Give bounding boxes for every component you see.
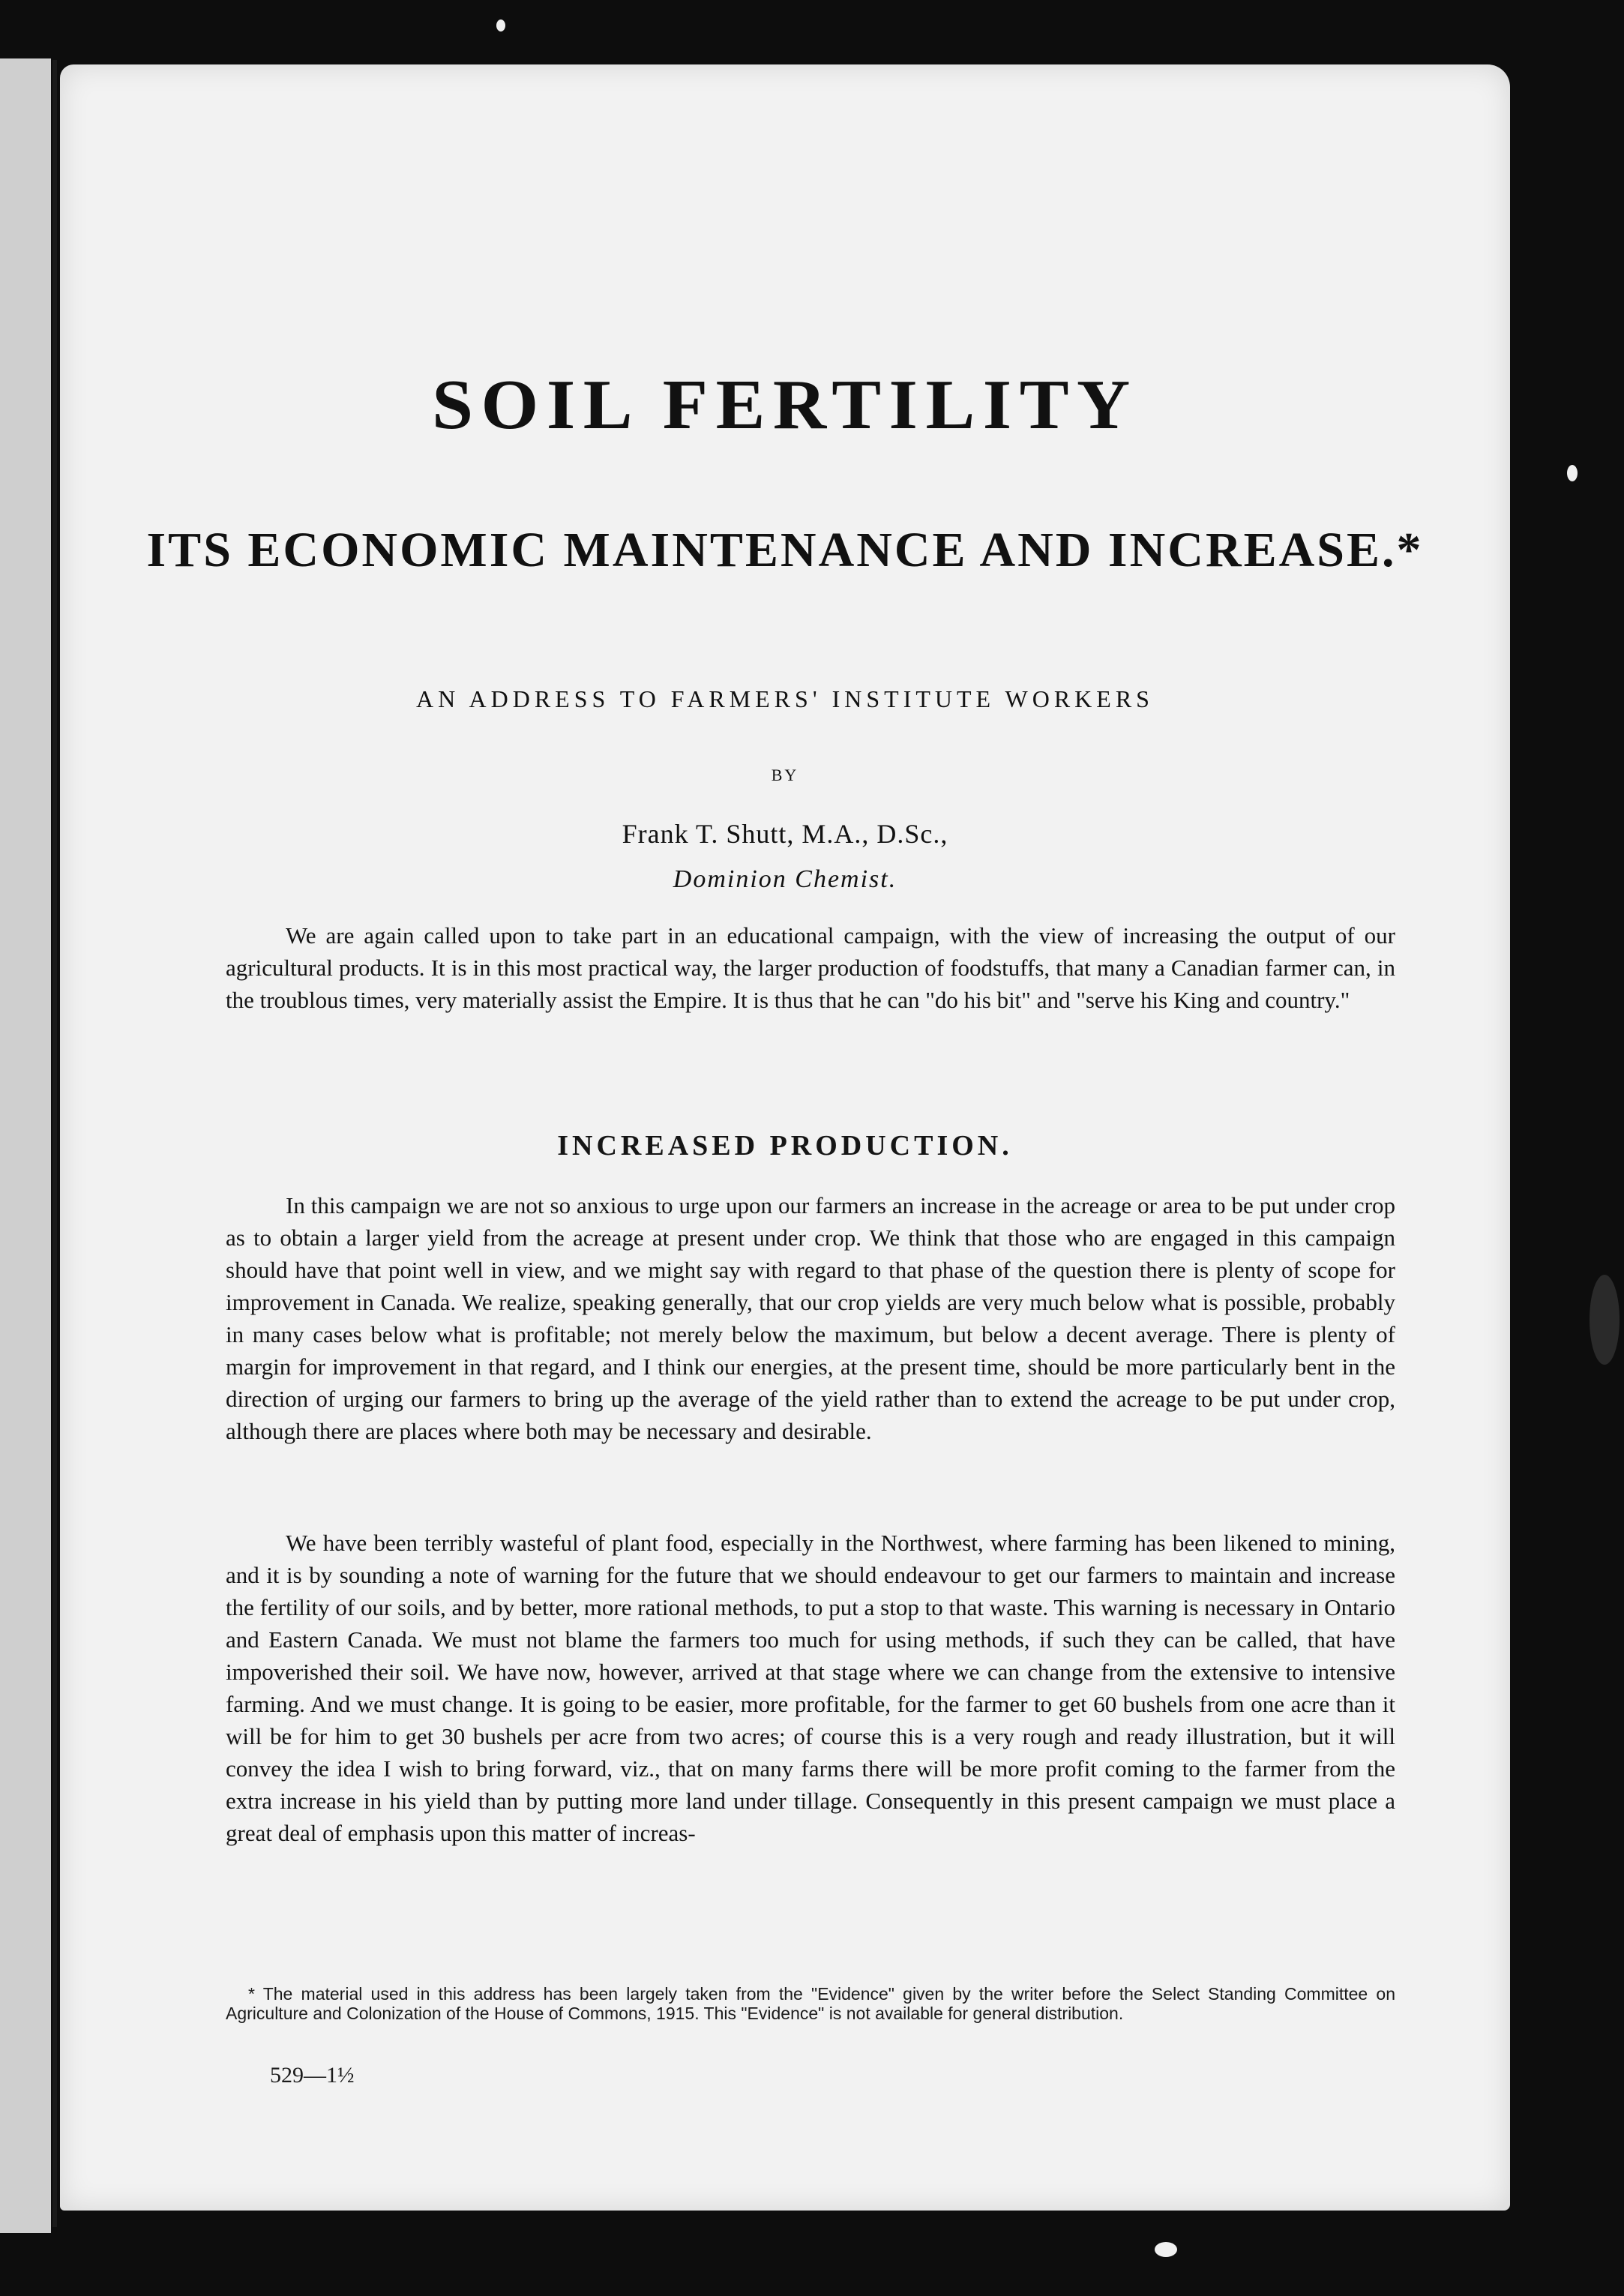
scan-speck: [1590, 1275, 1620, 1365]
intro-paragraph: We are again called upon to take part in an educational campaign, with the view of increasing the output of our agricultural products. It is in this most practical way, the larger production of foodstuffs, that many a Canadian farmer can, in the troublous times, very materially assist the Empire. It is thus that he can "do his bit" and "serve his King and country.": [226, 922, 1395, 1013]
page-number: 529—1½: [270, 2063, 355, 2088]
footnote: * The material used in this address has been largely taken from the "Evidence" given by the writer before the Select Standing Committee on Agriculture and Colonization of the House of Commons, 1915. This "Evidence" is not available for general distribution.: [226, 1984, 1395, 2023]
body-paragraph: We have been terribly wasteful of plant food, especially in the Northwest, where farming has been likened to mining, and it is by sounding a note of warning for the future that we should endeavour to get our farmers to maintain and increase the fertility of our soils, and by better, more rational methods, to put a stop to that waste. This warning is necessary in Ontario and Eastern Canada. We must not blame the farmers too much for using methods, if such they can be called, that have impoverished their soil. We have now, however, arrived at that stage where we can change from the extensive to intensive farming. And we must change. It is going to be easier, more profitable, for the farmer to get 60 bushels from one acre than it will be for him to get 30 bushels per acre from two acres; of course this is a very rough and ready illustration, but it will convey the idea I wish to bring forward, viz., that on many farms there will be more profit coming to the farmer from the extra increase in his yield than by putting more land under tillage. Consequently in this present campaign we must place a great deal of emphasis upon this matter of increas-: [226, 1530, 1395, 1846]
scan-speck: [1567, 465, 1578, 481]
document-title: SOIL FERTILITY: [432, 366, 1138, 444]
scan-speck: [1155, 2242, 1177, 2257]
section-heading: INCREASED PRODUCTION.: [557, 1130, 1013, 1161]
document-subtitle: ITS ECONOMIC MAINTENANCE AND INCREASE.*: [146, 523, 1424, 577]
author-affiliation: Dominion Chemist.: [673, 865, 897, 893]
body-paragraph: In this campaign we are not so anxious to urge upon our farmers an increase in the acreage or area to be put under crop as to obtain a larger yield from the acreage at present under crop. We think that those who are engaged in this campaign should have that point well in view, and we might say with regard to that phase of the question there is plenty of scope for improvement in Canada. We realize, speaking generally, that our crop yields are very much below what is possible, probably in many cases below what is profitable; not merely below the maximum, but below a decent average. There is plenty of margin for improvement in that regard, and I think our energies, at the present time, should be more particularly bent in the direction of urging our farmers to bring up the average of the yield rather than to extend the acreage to be put under crop, although there are places where both may be necessary and desirable.: [226, 1192, 1395, 1444]
document-page: [60, 64, 1510, 2211]
author-name: Frank T. Shutt, M.A., D.Sc.,: [622, 819, 948, 849]
scan-speck: [496, 19, 505, 31]
address-line: AN ADDRESS TO FARMERS' INSTITUTE WORKERS: [416, 685, 1154, 712]
by-line: BY: [771, 766, 799, 784]
